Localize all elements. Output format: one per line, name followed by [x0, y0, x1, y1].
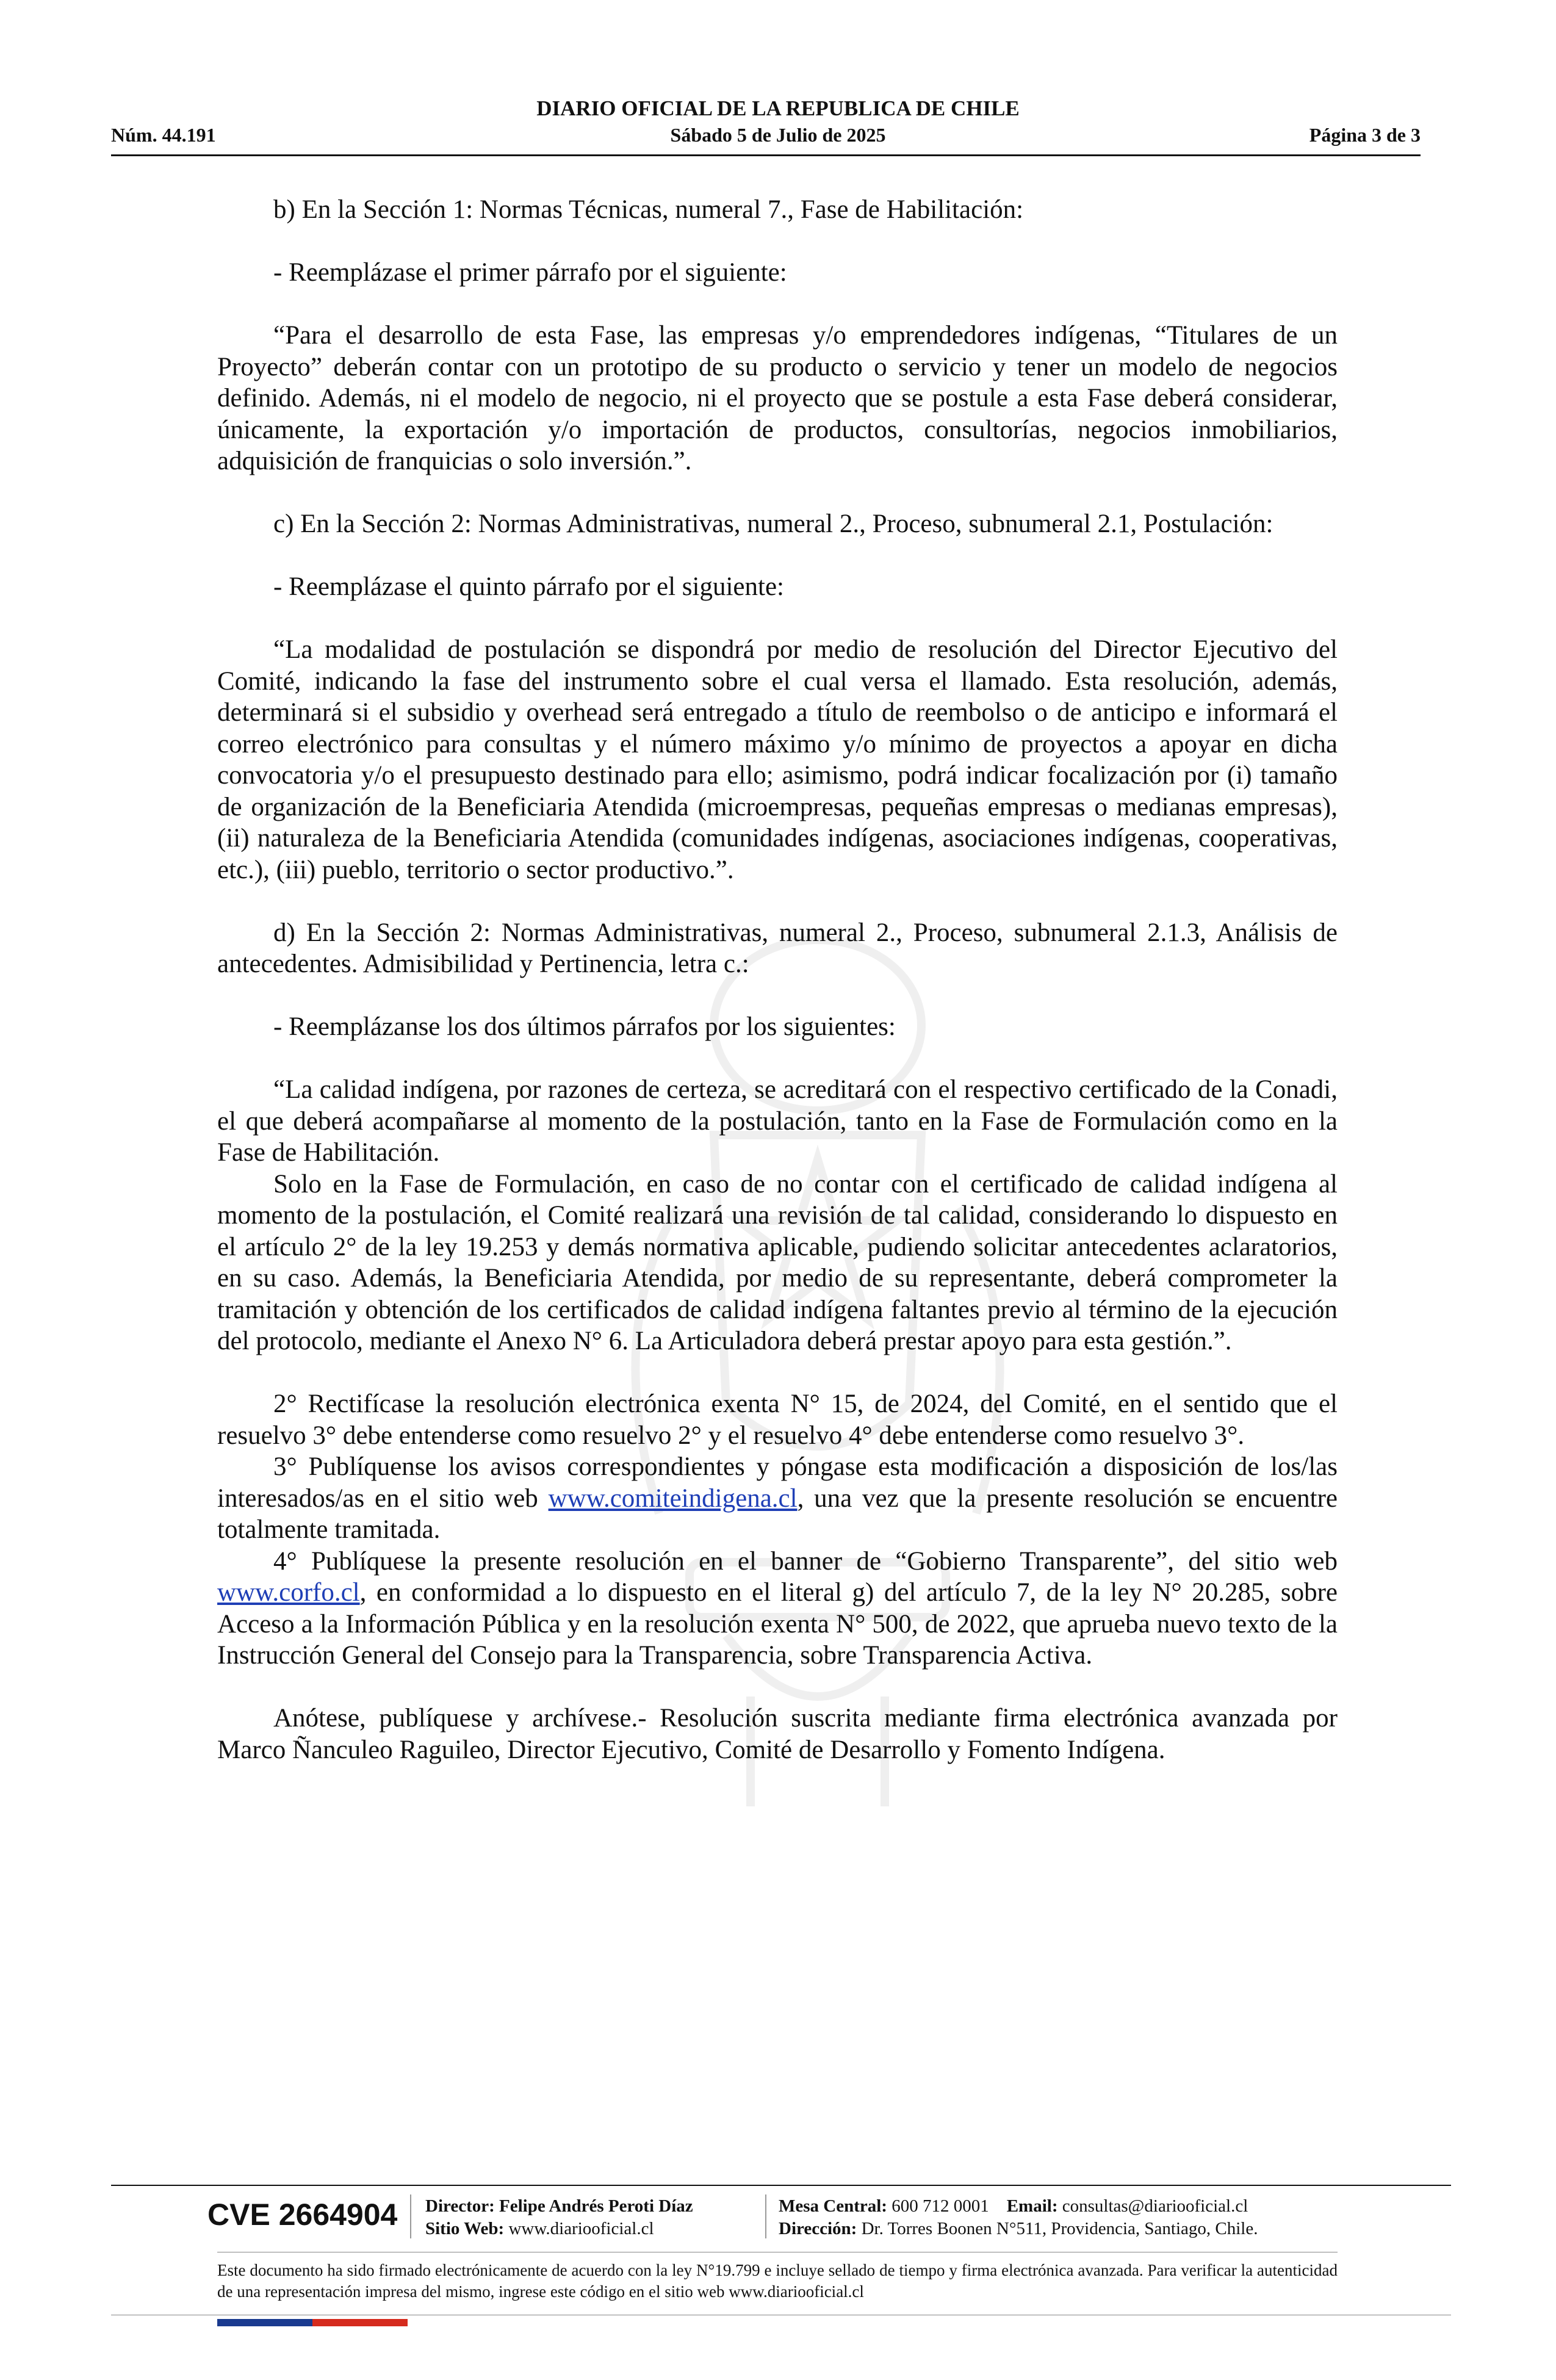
address-value: Dr. Torres Boonen N°511, Providencia, Santiago, Chile. [861, 2219, 1258, 2238]
point-3-text-start: 3° Publíquense los avisos correspondientes y póngase esta modificación a disposición de los/las interesados/as en el sitio web [217, 1452, 1338, 1513]
footer-director-block [425, 2195, 693, 2240]
issue-date: Sábado 5 de Julio de 2025 [670, 124, 886, 146]
corfo-link[interactable]: www.corfo.cl [217, 1578, 360, 1607]
address-label: Dirección: [779, 2219, 857, 2238]
cve-code: CVE 2664904 [207, 2198, 398, 2232]
section-d-quoted-paragraph-1: “La calidad indígena, por razones de certeza, se acreditará con el respectivo certificado de la Conadi, el que deberá acompañarse al momento de la postulación, tanto en la Fase de Formulación como en la Fase de Habilitación. [217, 1075, 1338, 1167]
page-indicator: Página 3 de 3 [1309, 124, 1421, 146]
footer-separator [765, 2194, 766, 2238]
section-d-quoted-paragraph-2: Solo en la Fase de Formulación, en caso de no contar con el certificado de calidad indígena al momento de la postulación, el Comité realizará una revisión de tal calidad, considerando lo dispuesto en el artículo 2° de la ley 19.253 y demás normativa aplicable, pudiendo solicitar antecedentes aclaratorios, en su caso. Además, la Beneficiaria Atendida, por medio de su representante, deberá comprometer la tramitación y obtención de los certificados de calidad indígena faltantes previo al término de la ejecución del protocolo, mediante el Anexo N° 6. La Articuladora deberá prestar apoyo para esta gestión.”. [217, 1169, 1338, 1355]
email-value: consultas@diariooficial.cl [1062, 2196, 1248, 2216]
section-b-heading: b) En la Sección 1: Normas Técnicas, numeral 7., Fase de Habilitación: [273, 195, 1024, 224]
mesa-value: 600 712 0001 [891, 2196, 989, 2216]
section-b-instruction: - Reemplázase el primer párrafo por el siguiente: [273, 258, 787, 287]
site-value: www.diariooficial.cl [508, 2219, 654, 2238]
header-divider [111, 154, 1421, 156]
flag-stripe-icon [217, 2319, 408, 2326]
resolution-point-4 [217, 1546, 1338, 1671]
mesa-label: Mesa Central: [779, 2196, 887, 2216]
email-label: Email: [1006, 2196, 1058, 2216]
resolution-body [217, 194, 1338, 1765]
section-b-quoted-paragraph: “Para el desarrollo de esta Fase, las empresas y/o emprendedores indígenas, “Titulares de un Proyecto” deberán contar con un prototipo de su producto o servicio y tener un modelo de negocios definido. Además, ni el modelo de negocio, ni el proyecto que se postule a esta Fase deberá considerar, únicamente, la exportación y/o importación de productos, consultorías, negocios inmobiliarios, adquisición de franquicias o solo inversión.”. [217, 321, 1338, 475]
resolution-point-2: 2° Rectifícase la resolución electrónica exenta N° 15, de 2024, del Comité, en el sentido que el resuelvo 3° debe entenderse como resuelvo 2° y el resuelvo 4° debe entenderse como resuelvo 3°. [217, 1390, 1338, 1450]
digital-signature-note: Este documento ha sido firmado electrónicamente de acuerdo con la ley N°19.799 e incluye sellado de tiempo y firma electrónica avanzada. Para verificar la autenticidad de una representación impresa del mismo, ingrese este código en el sitio web www.diariooficial.cl [217, 2261, 1338, 2301]
footer-separator [410, 2194, 411, 2238]
point-4-text-end: , en conformidad a lo dispuesto en el literal g) del artículo 7, de la ley N° 20.285, sobre Acceso a la Información Pública y en la resolución exenta N° 500, de 2022, que aprueba nuevo texto de la Instrucción General del Consejo para la Transparencia, sobre Transparencia Activa. [217, 1578, 1338, 1670]
section-d-heading: d) En la Sección 2: Normas Administrativas, numeral 2., Proceso, subnumeral 2.1.3, Análisis de antecedentes. Admisibilidad y Pertinencia, letra c.: [217, 918, 1338, 978]
newspaper-title: DIARIO OFICIAL DE LA REPUBLICA DE CHILE [536, 96, 1020, 120]
footer-contact-block [779, 2195, 1258, 2240]
comiteindigena-link[interactable]: www.comiteindigena.cl [548, 1484, 798, 1513]
director-name: Director: Felipe Andrés Peroti Díaz [425, 2196, 693, 2216]
section-c-quoted-paragraph: “La modalidad de postulación se dispondrá por medio de resolución del Director Ejecutivo del Comité, indicando la fase del instrumento sobre el cual versa el llamado. Esta resolución, además, determinará si el subsidio y overhead será entregado a título de reembolso o de anticipo e informará el correo electrónico para consultas y el número máximo y/o mínimo de proyectos a apoyar en dicha convocatoria y/o el presupuesto destinado para ello; asimismo, podrá indicar focalización por (i) tamaño de organización de la Beneficiaria Atendida (microempresas, pequeñas empresas o medianas empresas), (ii) naturaleza de la Beneficiaria Atendida (comunidades indígenas, asociaciones indígenas, cooperativas, etc.), (iii) pueblo, territorio o sector productivo.”. [217, 635, 1338, 884]
section-c-heading: c) En la Sección 2: Normas Administrativas, numeral 2., Proceso, subnumeral 2.1, Postulación: [273, 510, 1273, 538]
site-label: Sitio Web: [425, 2219, 505, 2238]
issue-number: Núm. 44.191 [111, 124, 216, 146]
section-d-instruction: - Reemplázanse los dos últimos párrafos por los siguientes: [273, 1012, 896, 1041]
resolution-point-3 [217, 1451, 1338, 1546]
footer-divider [111, 2185, 1451, 2186]
closing-paragraph: Anótese, publíquese y archívese.- Resolución suscrita mediante firma electrónica avanzada por Marco Ñanculeo Raguileo, Director Ejecutivo, Comité de Desarrollo y Fomento Indígena. [217, 1704, 1338, 1764]
point-4-text-start: 4° Publíquese la presente resolución en el banner de “Gobierno Transparente”, del sitio web [273, 1546, 1338, 1576]
section-c-instruction: - Reemplázase el quinto párrafo por el siguiente: [273, 572, 784, 601]
point-3-text-end: , una vez que la presente resolución se encuentre totalmente tramitada. [217, 1484, 1338, 1544]
